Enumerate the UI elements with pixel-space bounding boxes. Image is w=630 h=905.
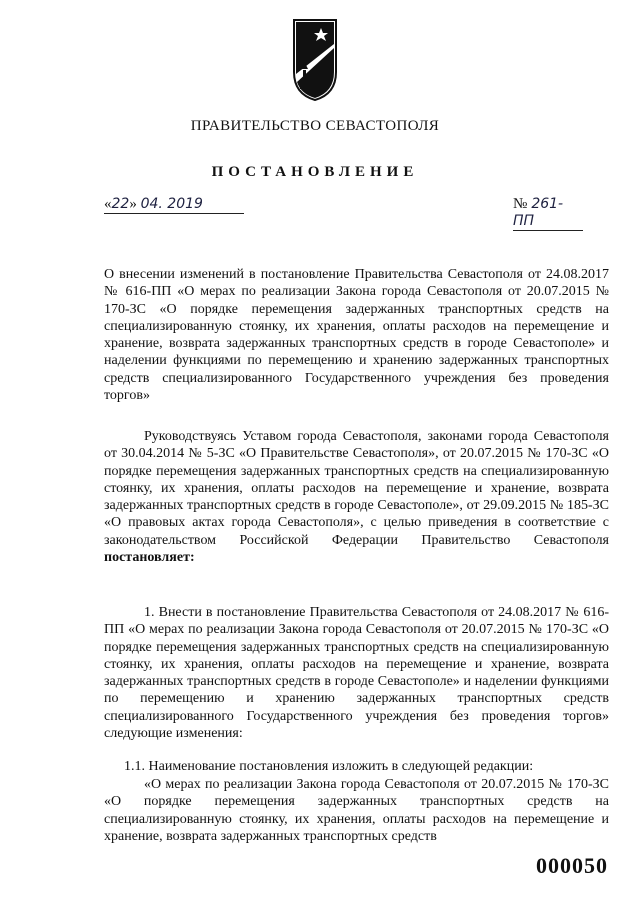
item-1-paragraph [104, 604, 609, 742]
number-underline [513, 230, 583, 231]
date-open-quote: « [104, 196, 112, 212]
item-1-text: 1. Внести в постановление Правительства Севастополя от 24.08.2017 № 616-ПП «О мерах по реализации Закона города Севастополя от 20.07.2015 № 170-ЗС «О порядке перемещения задержанных транспортных средств на специализированную стоянку, их хранения, оплаты расходов на перемещение и хранение, возврата задержанных транспортных средств в городе Севастополе» и наделении функциями по перемещению и хранению задержанных транспортных средств специализированного Государственного учреждения без проведения торгов» следующие изменения: [104, 605, 609, 742]
organization-title: ПРАВИТЕЛЬСТВО СЕВАСТОПОЛЯ [190, 118, 440, 134]
document-type-heading: ПОСТАНОВЛЕНИЕ [211, 164, 419, 180]
new-title-quote-text: «О мерах по реализации Закона города Севастополя от 20.07.2015 № 170-ЗС «О порядке перемещения задержанных транспортных средств на специализированную стоянку, их хранения, оплаты расходов на перемещение и хранение, возврата задержанных транспортных средств [104, 777, 609, 844]
date-close-quote: » [129, 196, 137, 212]
resolves-keyword: постановляет: [104, 550, 195, 566]
date-month-year: 04. 2019 [140, 196, 203, 212]
document-number [513, 196, 583, 230]
basis-paragraph [104, 428, 609, 566]
subject-paragraph: О внесении изменений в постановление Правительства Севастополя от 24.08.2017 № 616-ПП «О мерах по реализации Закона города Севастополя от 20.07.2015 № 170-ЗС «О порядке перемещения задержанных транспортных средств на специализированную стоянку, их хранения, оплаты расходов на перемещение и хранение, возврата задержанных транспортных средств в городе Севастополе» и наделении функциями по перемещению и хранению задержанных транспортных средств специализированного Государственного учреждения без проведения торгов» [104, 267, 609, 404]
date-day: 22 [111, 196, 130, 212]
sevastopol-coat-of-arms-icon [291, 14, 339, 102]
item-1-1-paragraph [104, 758, 609, 775]
new-title-quote-paragraph [104, 776, 609, 845]
number-prefix: № [513, 196, 528, 212]
document-date [104, 196, 244, 213]
basis-text: Руководствуясь Уставом города Севастополя, законами города Севастополя от 30.04.2014 № 5-ЗС «О Правительстве Севастополя», от 20.07.2015 № 170-ЗС «О порядке перемещения задержанных транспортных средств на специализированную стоянку, их хранения, оплаты расходов на перемещение и хранение, возврата задержанных транспортных средств в городе Севастополе», от 29.09.2015 № 185-ЗС «О правовых актах города Севастополя», с целью приведения в соответствие с законодательством Российской Федерации Правительство Севастополя [104, 429, 609, 548]
item-1-1-text: 1.1. Наименование постановления изложить в следующей редакции: [124, 759, 534, 774]
date-underline [104, 213, 244, 214]
serial-number: 000050 [536, 853, 608, 878]
number-value: 261-ПП [513, 196, 564, 229]
